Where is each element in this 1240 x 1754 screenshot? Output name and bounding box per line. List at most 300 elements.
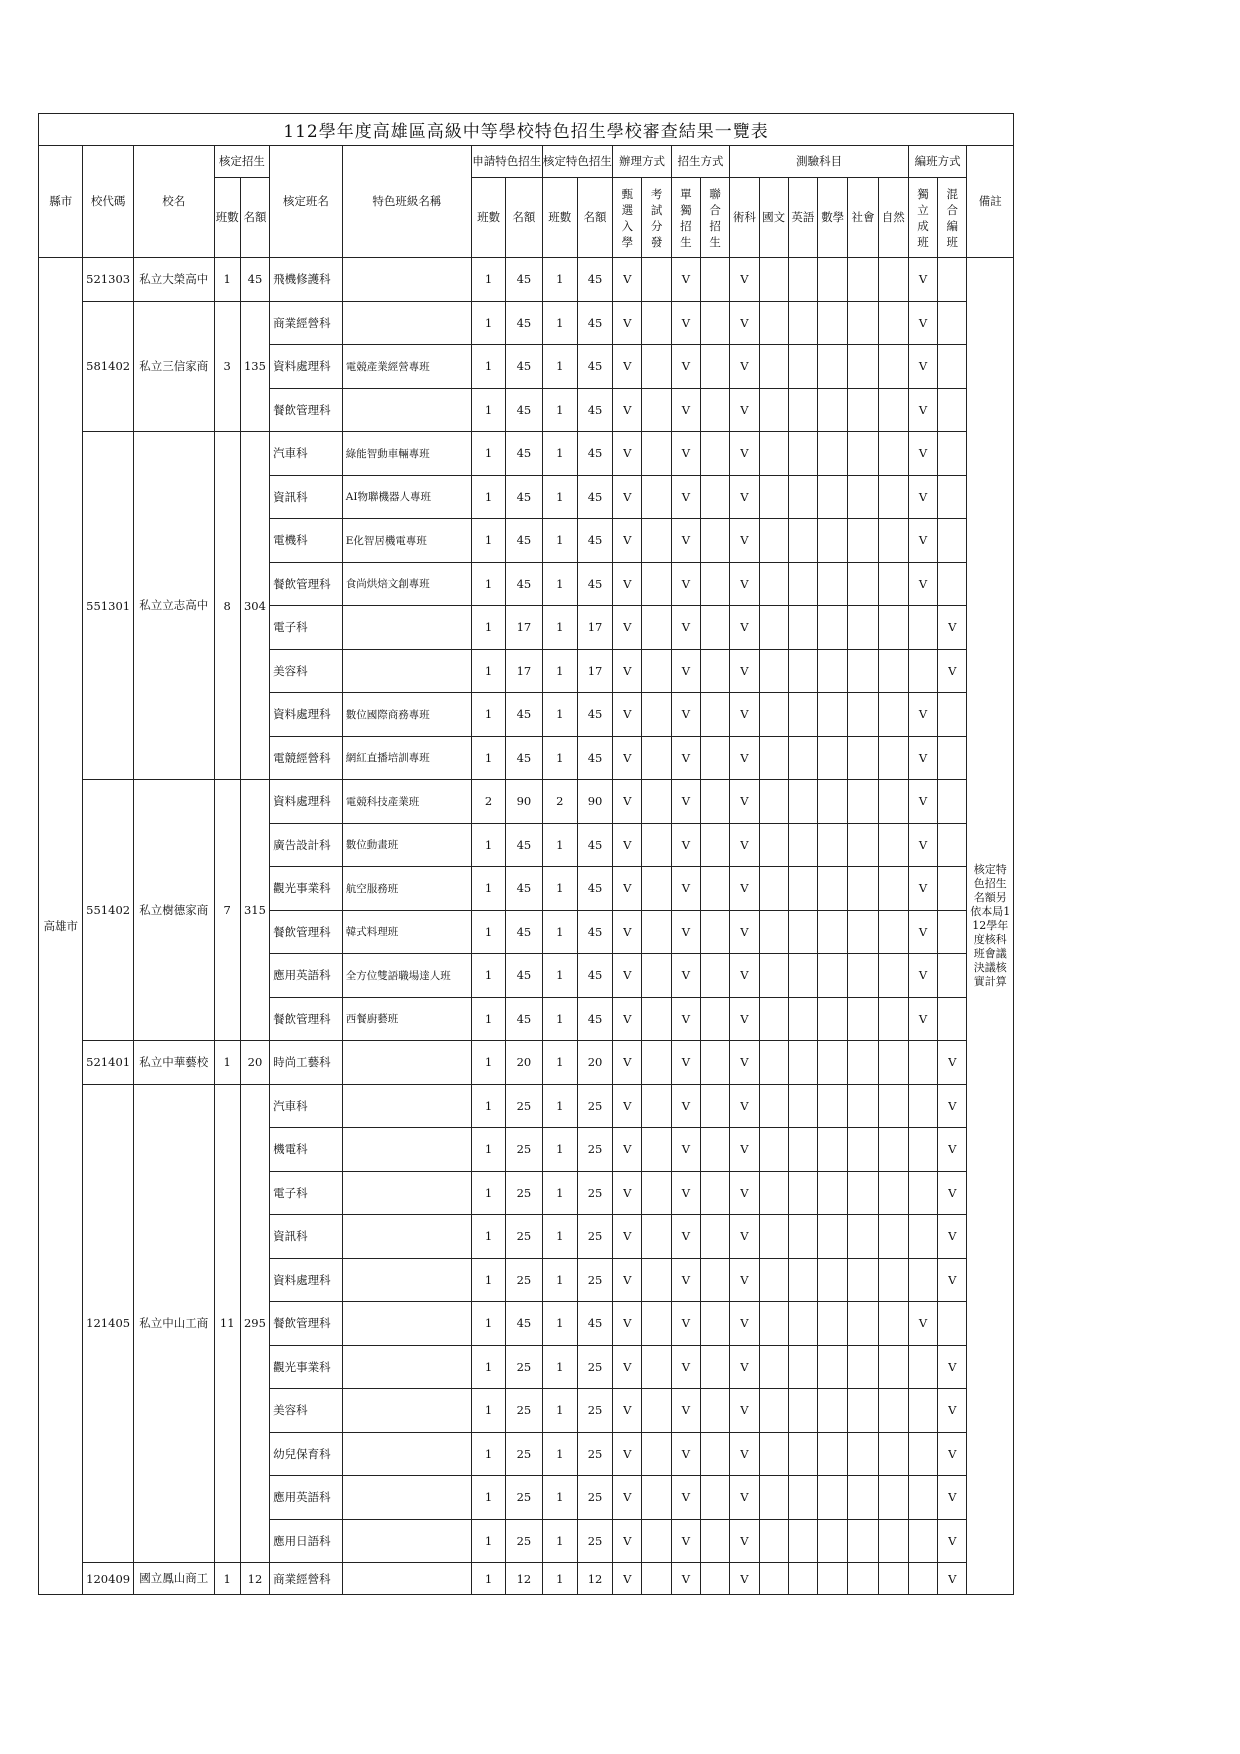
mark-practical: V	[730, 910, 759, 954]
school-name: 私立立志高中	[133, 432, 214, 780]
applied-seats: 45	[506, 345, 542, 389]
mark-practical: V	[730, 867, 759, 911]
table-row	[39, 780, 1014, 824]
mark-group-mixed: V	[938, 1476, 967, 1520]
school-name: 私立三信家商	[133, 301, 214, 432]
school-code: 521303	[83, 258, 133, 302]
header-applied-seats: 名額	[506, 178, 542, 258]
mark-subject	[818, 1563, 848, 1595]
quota-seats: 304	[240, 432, 269, 780]
approved-classes: 1	[542, 345, 577, 389]
mark-group-separate	[908, 1519, 937, 1563]
mark-subject	[759, 1563, 788, 1595]
mark-separate: V	[671, 388, 700, 432]
approved-seats: 45	[577, 388, 612, 432]
mark-subject	[848, 1128, 878, 1172]
mark-joint	[701, 649, 730, 693]
mark-exam	[642, 345, 671, 389]
mark-selection: V	[613, 1215, 642, 1259]
mark-group-mixed: V	[938, 606, 967, 650]
mark-group-separate: V	[908, 562, 937, 606]
mark-exam	[642, 780, 671, 824]
mark-subject	[878, 1345, 908, 1389]
applied-seats: 45	[506, 562, 542, 606]
mark-selection: V	[613, 693, 642, 737]
header-group-mixed: 混合編班	[946, 186, 959, 249]
mark-separate: V	[671, 1519, 700, 1563]
mark-subject	[878, 258, 908, 302]
mark-subject	[788, 1084, 817, 1128]
mark-practical: V	[730, 1345, 759, 1389]
mark-subject	[818, 693, 848, 737]
mark-selection: V	[613, 432, 642, 476]
mark-exam	[642, 606, 671, 650]
mark-practical: V	[730, 1171, 759, 1215]
mark-exam	[642, 258, 671, 302]
mark-subject	[788, 1345, 817, 1389]
mark-subject	[788, 258, 817, 302]
dept-name: 商業經營科	[270, 1563, 343, 1595]
program-name	[342, 1084, 471, 1128]
mark-subject	[878, 1476, 908, 1520]
mark-subject	[878, 606, 908, 650]
program-name	[342, 1302, 471, 1346]
header-approved-classes: 班數	[542, 178, 577, 258]
mark-group-mixed: V	[938, 1171, 967, 1215]
mark-subject	[878, 1215, 908, 1259]
dept-name: 觀光事業科	[270, 867, 343, 911]
mark-subject	[848, 258, 878, 302]
mark-subject	[848, 1171, 878, 1215]
mark-group-mixed	[938, 432, 967, 476]
mark-selection: V	[613, 649, 642, 693]
mark-subject	[759, 301, 788, 345]
mark-group-separate: V	[908, 693, 937, 737]
mark-subject	[818, 606, 848, 650]
mark-group-mixed: V	[938, 1041, 967, 1085]
mark-subject	[759, 780, 788, 824]
mark-group-separate: V	[908, 388, 937, 432]
mark-practical: V	[730, 997, 759, 1041]
approved-classes: 1	[542, 1084, 577, 1128]
mark-selection: V	[613, 1563, 642, 1595]
mark-joint	[701, 693, 730, 737]
mark-subject	[878, 1302, 908, 1346]
mark-group-separate: V	[908, 345, 937, 389]
quota-classes: 1	[214, 1041, 240, 1085]
mark-subject	[759, 736, 788, 780]
mark-separate: V	[671, 1258, 700, 1302]
mark-subject	[788, 1476, 817, 1520]
program-name: 航空服務班	[342, 867, 471, 911]
mark-subject	[788, 1041, 817, 1085]
program-name: AI物聯機器人專班	[342, 475, 471, 519]
mark-joint	[701, 867, 730, 911]
header-remark: 備註	[967, 146, 1014, 258]
table-row	[39, 1041, 1014, 1085]
applied-classes: 1	[471, 954, 505, 998]
mark-subject	[759, 867, 788, 911]
mark-subject	[759, 1171, 788, 1215]
approved-classes: 1	[542, 258, 577, 302]
mark-joint	[701, 388, 730, 432]
mark-group-separate: V	[908, 519, 937, 563]
quota-classes: 3	[214, 301, 240, 432]
approved-classes: 1	[542, 606, 577, 650]
header-method-selection: 甄選入學	[621, 186, 634, 249]
mark-separate: V	[671, 1215, 700, 1259]
applied-classes: 1	[471, 301, 505, 345]
mark-selection: V	[613, 1389, 642, 1433]
applied-classes: 1	[471, 1345, 505, 1389]
mark-selection: V	[613, 1171, 642, 1215]
mark-subject	[878, 867, 908, 911]
header-method-exam: 考試分發	[650, 186, 663, 249]
mark-separate: V	[671, 301, 700, 345]
dept-name: 電機科	[270, 519, 343, 563]
applied-classes: 1	[471, 736, 505, 780]
mark-group-separate	[908, 1084, 937, 1128]
mark-subject	[818, 432, 848, 476]
mark-subject	[848, 432, 878, 476]
mark-exam	[642, 388, 671, 432]
mark-group-mixed	[938, 562, 967, 606]
applied-classes: 1	[471, 1258, 505, 1302]
mark-practical: V	[730, 432, 759, 476]
mark-group-separate: V	[908, 258, 937, 302]
mark-subject	[848, 301, 878, 345]
dept-name: 資訊科	[270, 1215, 343, 1259]
mark-subject	[848, 649, 878, 693]
mark-practical: V	[730, 606, 759, 650]
mark-subject	[878, 519, 908, 563]
dept-name: 飛機修護科	[270, 258, 343, 302]
mark-group-mixed	[938, 780, 967, 824]
approved-classes: 1	[542, 475, 577, 519]
program-name	[342, 606, 471, 650]
school-code: 551301	[83, 432, 133, 780]
mark-exam	[642, 1171, 671, 1215]
program-name	[342, 1041, 471, 1085]
mark-joint	[701, 1041, 730, 1085]
mark-exam	[642, 867, 671, 911]
header-tests: 測驗科目	[730, 146, 909, 178]
dept-name: 餐飲管理科	[270, 562, 343, 606]
quota-seats: 295	[240, 1084, 269, 1563]
mark-group-mixed: V	[938, 649, 967, 693]
dept-name: 美容科	[270, 649, 343, 693]
table-row	[39, 1084, 1014, 1128]
mark-exam	[642, 997, 671, 1041]
approved-classes: 1	[542, 954, 577, 998]
applied-seats: 45	[506, 432, 542, 476]
approved-classes: 1	[542, 1128, 577, 1172]
approved-seats: 45	[577, 301, 612, 345]
mark-subject	[818, 1258, 848, 1302]
mark-separate: V	[671, 519, 700, 563]
quota-classes: 1	[214, 258, 240, 302]
approved-classes: 1	[542, 1215, 577, 1259]
mark-joint	[701, 1345, 730, 1389]
mark-subject	[788, 649, 817, 693]
mark-selection: V	[613, 301, 642, 345]
mark-practical: V	[730, 1302, 759, 1346]
mark-subject	[788, 562, 817, 606]
applied-classes: 1	[471, 910, 505, 954]
mark-joint	[701, 997, 730, 1041]
approved-seats: 17	[577, 649, 612, 693]
mark-practical: V	[730, 475, 759, 519]
mark-subject	[818, 780, 848, 824]
mark-subject	[878, 1084, 908, 1128]
mark-practical: V	[730, 1041, 759, 1085]
mark-exam	[642, 954, 671, 998]
mark-subject	[759, 562, 788, 606]
mark-subject	[759, 910, 788, 954]
program-name	[342, 1432, 471, 1476]
mark-joint	[701, 345, 730, 389]
mark-joint	[701, 606, 730, 650]
mark-subject	[788, 432, 817, 476]
mark-subject	[848, 780, 878, 824]
mark-selection: V	[613, 1084, 642, 1128]
mark-selection: V	[613, 1302, 642, 1346]
mark-subject	[759, 1084, 788, 1128]
header-mode: 招生方式	[671, 146, 730, 178]
applied-seats: 90	[506, 780, 542, 824]
mark-selection: V	[613, 1345, 642, 1389]
applied-seats: 25	[506, 1432, 542, 1476]
program-name	[342, 1563, 471, 1595]
program-name	[342, 1128, 471, 1172]
applied-seats: 45	[506, 258, 542, 302]
program-name: E化智居機電專班	[342, 519, 471, 563]
mark-subject	[848, 1041, 878, 1085]
mark-subject	[848, 1215, 878, 1259]
mark-selection: V	[613, 997, 642, 1041]
mark-exam	[642, 649, 671, 693]
mark-subject	[759, 519, 788, 563]
approved-seats: 25	[577, 1345, 612, 1389]
program-name	[342, 301, 471, 345]
mark-practical: V	[730, 1476, 759, 1520]
program-name	[342, 1345, 471, 1389]
mark-subject	[848, 1302, 878, 1346]
mark-subject	[878, 997, 908, 1041]
applied-classes: 1	[471, 519, 505, 563]
mark-subject	[788, 1519, 817, 1563]
dept-name: 廣告設計科	[270, 823, 343, 867]
mark-practical: V	[730, 519, 759, 563]
mark-selection: V	[613, 258, 642, 302]
quota-classes: 7	[214, 780, 240, 1041]
header-test-subject: 術科	[730, 178, 759, 258]
mark-group-mixed: V	[938, 1345, 967, 1389]
mark-subject	[759, 432, 788, 476]
mark-group-mixed: V	[938, 1519, 967, 1563]
mark-practical: V	[730, 693, 759, 737]
mark-selection: V	[613, 1432, 642, 1476]
mark-separate: V	[671, 1389, 700, 1433]
mark-joint	[701, 562, 730, 606]
mark-exam	[642, 910, 671, 954]
program-name: 數位國際商務專班	[342, 693, 471, 737]
mark-separate: V	[671, 649, 700, 693]
mark-subject	[848, 736, 878, 780]
table-row	[39, 301, 1014, 345]
applied-seats: 17	[506, 606, 542, 650]
mark-subject	[818, 1171, 848, 1215]
mark-group-separate	[908, 1041, 937, 1085]
mark-joint	[701, 1563, 730, 1595]
header-test-subject: 社會	[848, 178, 878, 258]
applied-classes: 2	[471, 780, 505, 824]
mark-group-mixed: V	[938, 1258, 967, 1302]
mark-subject	[848, 345, 878, 389]
program-name: 電競科技產業班	[342, 780, 471, 824]
mark-separate: V	[671, 475, 700, 519]
applied-seats: 25	[506, 1389, 542, 1433]
mark-subject	[878, 1519, 908, 1563]
dept-name: 應用日語科	[270, 1519, 343, 1563]
mark-subject	[759, 1258, 788, 1302]
dept-name: 餐飲管理科	[270, 1302, 343, 1346]
applied-seats: 25	[506, 1171, 542, 1215]
approved-classes: 1	[542, 1563, 577, 1595]
mark-separate: V	[671, 432, 700, 476]
dept-name: 餐飲管理科	[270, 388, 343, 432]
mark-subject	[818, 1345, 848, 1389]
approved-classes: 1	[542, 1258, 577, 1302]
mark-subject	[818, 301, 848, 345]
dept-name: 美容科	[270, 1389, 343, 1433]
mark-exam	[642, 736, 671, 780]
mark-group-mixed	[938, 954, 967, 998]
approved-seats: 25	[577, 1084, 612, 1128]
dept-name: 資料處理科	[270, 780, 343, 824]
approved-classes: 1	[542, 1432, 577, 1476]
approved-classes: 1	[542, 1476, 577, 1520]
approved-seats: 45	[577, 867, 612, 911]
applied-classes: 1	[471, 258, 505, 302]
mark-exam	[642, 1084, 671, 1128]
mark-subject	[878, 345, 908, 389]
program-name	[342, 1476, 471, 1520]
approved-classes: 1	[542, 562, 577, 606]
mark-subject	[788, 301, 817, 345]
approved-seats: 25	[577, 1519, 612, 1563]
school-name: 私立樹德家商	[133, 780, 214, 1041]
school-code: 581402	[83, 301, 133, 432]
mark-subject	[878, 736, 908, 780]
table-row	[39, 1563, 1014, 1595]
mark-subject	[878, 1258, 908, 1302]
approved-seats: 25	[577, 1258, 612, 1302]
dept-name: 餐飲管理科	[270, 910, 343, 954]
program-name: 食尚烘焙文創專班	[342, 562, 471, 606]
mark-subject	[818, 519, 848, 563]
mark-selection: V	[613, 736, 642, 780]
mark-subject	[818, 1215, 848, 1259]
applied-seats: 20	[506, 1041, 542, 1085]
mark-subject	[818, 910, 848, 954]
mark-exam	[642, 1258, 671, 1302]
dept-name: 電子科	[270, 606, 343, 650]
approved-classes: 1	[542, 519, 577, 563]
mark-subject	[878, 649, 908, 693]
approved-seats: 45	[577, 997, 612, 1041]
mark-subject	[759, 954, 788, 998]
mark-subject	[848, 823, 878, 867]
header-approved-seats: 名額	[577, 178, 612, 258]
county-cell: 高雄市	[39, 258, 83, 1595]
mark-exam	[642, 1041, 671, 1085]
mark-group-separate: V	[908, 432, 937, 476]
mark-practical: V	[730, 562, 759, 606]
program-name: 網紅直播培訓專班	[342, 736, 471, 780]
approved-seats: 45	[577, 693, 612, 737]
mark-subject	[818, 1519, 848, 1563]
mark-exam	[642, 301, 671, 345]
mark-separate: V	[671, 562, 700, 606]
mark-joint	[701, 1389, 730, 1433]
approved-classes: 1	[542, 1041, 577, 1085]
applied-classes: 1	[471, 1171, 505, 1215]
approved-classes: 1	[542, 1302, 577, 1346]
mark-separate: V	[671, 1041, 700, 1085]
mark-separate: V	[671, 345, 700, 389]
applied-classes: 1	[471, 1476, 505, 1520]
mark-practical: V	[730, 1215, 759, 1259]
header-test-subject: 自然	[878, 178, 908, 258]
mark-selection: V	[613, 1476, 642, 1520]
mark-group-mixed: V	[938, 1432, 967, 1476]
school-code: 551402	[83, 780, 133, 1041]
mark-practical: V	[730, 1258, 759, 1302]
header-seats: 名額	[240, 178, 269, 258]
mark-group-separate	[908, 1563, 937, 1595]
approved-classes: 2	[542, 780, 577, 824]
mark-group-mixed	[938, 519, 967, 563]
mark-group-mixed: V	[938, 1563, 967, 1595]
applied-classes: 1	[471, 562, 505, 606]
applied-seats: 45	[506, 1302, 542, 1346]
applied-classes: 1	[471, 1128, 505, 1172]
mark-subject	[848, 606, 878, 650]
approved-seats: 12	[577, 1563, 612, 1595]
mark-selection: V	[613, 1128, 642, 1172]
mark-group-mixed: V	[938, 1128, 967, 1172]
mark-subject	[818, 823, 848, 867]
mark-practical: V	[730, 736, 759, 780]
applied-classes: 1	[471, 649, 505, 693]
applied-classes: 1	[471, 388, 505, 432]
program-name	[342, 388, 471, 432]
mark-joint	[701, 301, 730, 345]
mark-subject	[878, 301, 908, 345]
mark-subject	[759, 345, 788, 389]
program-name: 綠能智動車輛專班	[342, 432, 471, 476]
quota-seats: 20	[240, 1041, 269, 1085]
mark-group-mixed	[938, 475, 967, 519]
program-name	[342, 1171, 471, 1215]
mark-practical: V	[730, 1432, 759, 1476]
mark-joint	[701, 1519, 730, 1563]
approved-seats: 25	[577, 1476, 612, 1520]
mark-subject	[818, 867, 848, 911]
mark-subject	[848, 954, 878, 998]
mark-selection: V	[613, 562, 642, 606]
